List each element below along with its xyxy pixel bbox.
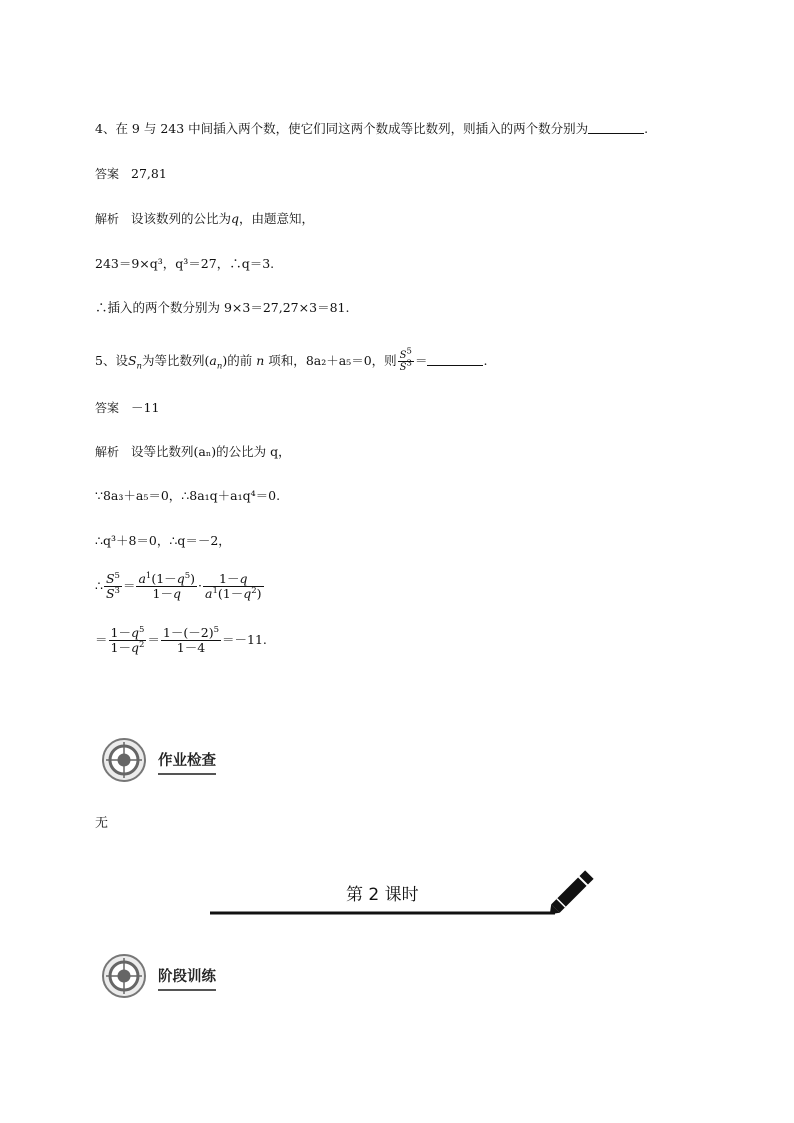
q5-answer-value: －11 bbox=[131, 400, 160, 415]
q4-analysis-var: q bbox=[231, 211, 240, 226]
q4-answer-label: 答案 bbox=[95, 167, 120, 181]
q5-step-3-frac-c: $\frac{1-q}{a^1(1-q^2)}$ bbox=[205, 571, 262, 601]
q5-answer-line bbox=[95, 400, 159, 416]
q5-step-3-frac-b: $\frac{a^1(1-q^5)}{1-q}$ bbox=[138, 570, 196, 601]
q5-question: 5、设$S_n$为等比数列$(a_n)$的前 n 项和，8a₂＋a₅＝0，则 $\frac{S^5}{S^3}$ ＝ . bbox=[95, 346, 488, 373]
q5-step-4-end: ＝－11. bbox=[222, 632, 267, 647]
q4-answer-line bbox=[95, 166, 167, 182]
q4-analysis-text-end: ，由题意知， bbox=[239, 211, 315, 226]
pencil-underline-icon bbox=[210, 866, 600, 926]
q5-question-mid2: 的前 bbox=[227, 353, 253, 368]
q4-question-text: 4、在 9 与 243 中间插入两个数，使它们同这两个数成等比数列，则插入的两个数分别为 bbox=[95, 121, 589, 136]
target-icon bbox=[100, 737, 148, 783]
homework-section-header bbox=[100, 737, 230, 783]
q4-analysis-line bbox=[95, 211, 314, 227]
q5-question-prefix: 5、设 bbox=[95, 353, 128, 368]
target-icon bbox=[100, 953, 148, 999]
q5-step-4-frac-b: $\frac{1-(-2)^5}{1-4}$ bbox=[162, 624, 220, 655]
q4-analysis-text: 设该数列的公比为 bbox=[131, 211, 232, 226]
q5-step-4: ＝ $\frac{1-q^5}{1-q^2}$ ＝ $\frac{1-(-2)^5}{1-4}$ ＝－11. bbox=[95, 624, 267, 655]
q5-question-mid3: 项和， bbox=[268, 353, 306, 368]
q5-answer-blank bbox=[427, 354, 483, 366]
homework-title: 作业检查 bbox=[158, 749, 216, 775]
q5-step-4-frac-a: $\frac{1-q^5}{1-q^2}$ bbox=[110, 624, 145, 655]
q4-answer-blank bbox=[588, 122, 644, 134]
q4-step-1: 243＝9×q³，q³＝27，∴q＝3. bbox=[95, 256, 275, 271]
q5-step-2: ∴q³＋8＝0，∴q＝－2， bbox=[95, 533, 231, 548]
q5-step-3-frac-a: $\frac{S^5}{S^3}$ bbox=[105, 570, 120, 601]
q5-analysis-text: 设等比数列(aₙ)的公比为 q， bbox=[131, 444, 291, 459]
q4-analysis-label: 解析 bbox=[95, 212, 120, 226]
q5-answer-label: 答案 bbox=[95, 401, 120, 415]
homework-content: 无 bbox=[95, 816, 109, 831]
q5-question-mid: 为等比数列 bbox=[142, 353, 205, 368]
q4-answer-value: 27,81 bbox=[131, 166, 167, 181]
q5-analysis-label: 解析 bbox=[95, 445, 120, 459]
stage-section-header bbox=[100, 953, 230, 999]
q5-question-then: ，则 bbox=[371, 353, 397, 368]
lesson-title: 第 2 课时 bbox=[346, 885, 419, 905]
stage-title: 阶段训练 bbox=[158, 965, 216, 991]
q5-condition: 8a₂＋a₅＝0 bbox=[305, 353, 372, 368]
q4-question: 4、在 9 与 243 中间插入两个数，使它们同这两个数成等比数列，则插入的两个数分别为 . bbox=[95, 121, 649, 136]
q5-step-3: ∴ $\frac{S^5}{S^3}$ ＝ $\frac{a^1(1-q^5)}{1-q}$ · $\frac{1-q}{a^1(1-q^2)}$ bbox=[95, 570, 262, 601]
q5-step-1: ∵8a₃＋a₅＝0，∴8a₁q＋a₁q⁴＝0. bbox=[95, 488, 281, 503]
q5-analysis-line bbox=[95, 444, 291, 460]
q4-step-2: ∴插入的两个数分别为 9×3＝27,27×3＝81. bbox=[95, 300, 350, 315]
q5-ratio-fraction: $\frac{S^5}{S^3}$ bbox=[399, 346, 412, 373]
lesson-banner bbox=[210, 866, 600, 926]
